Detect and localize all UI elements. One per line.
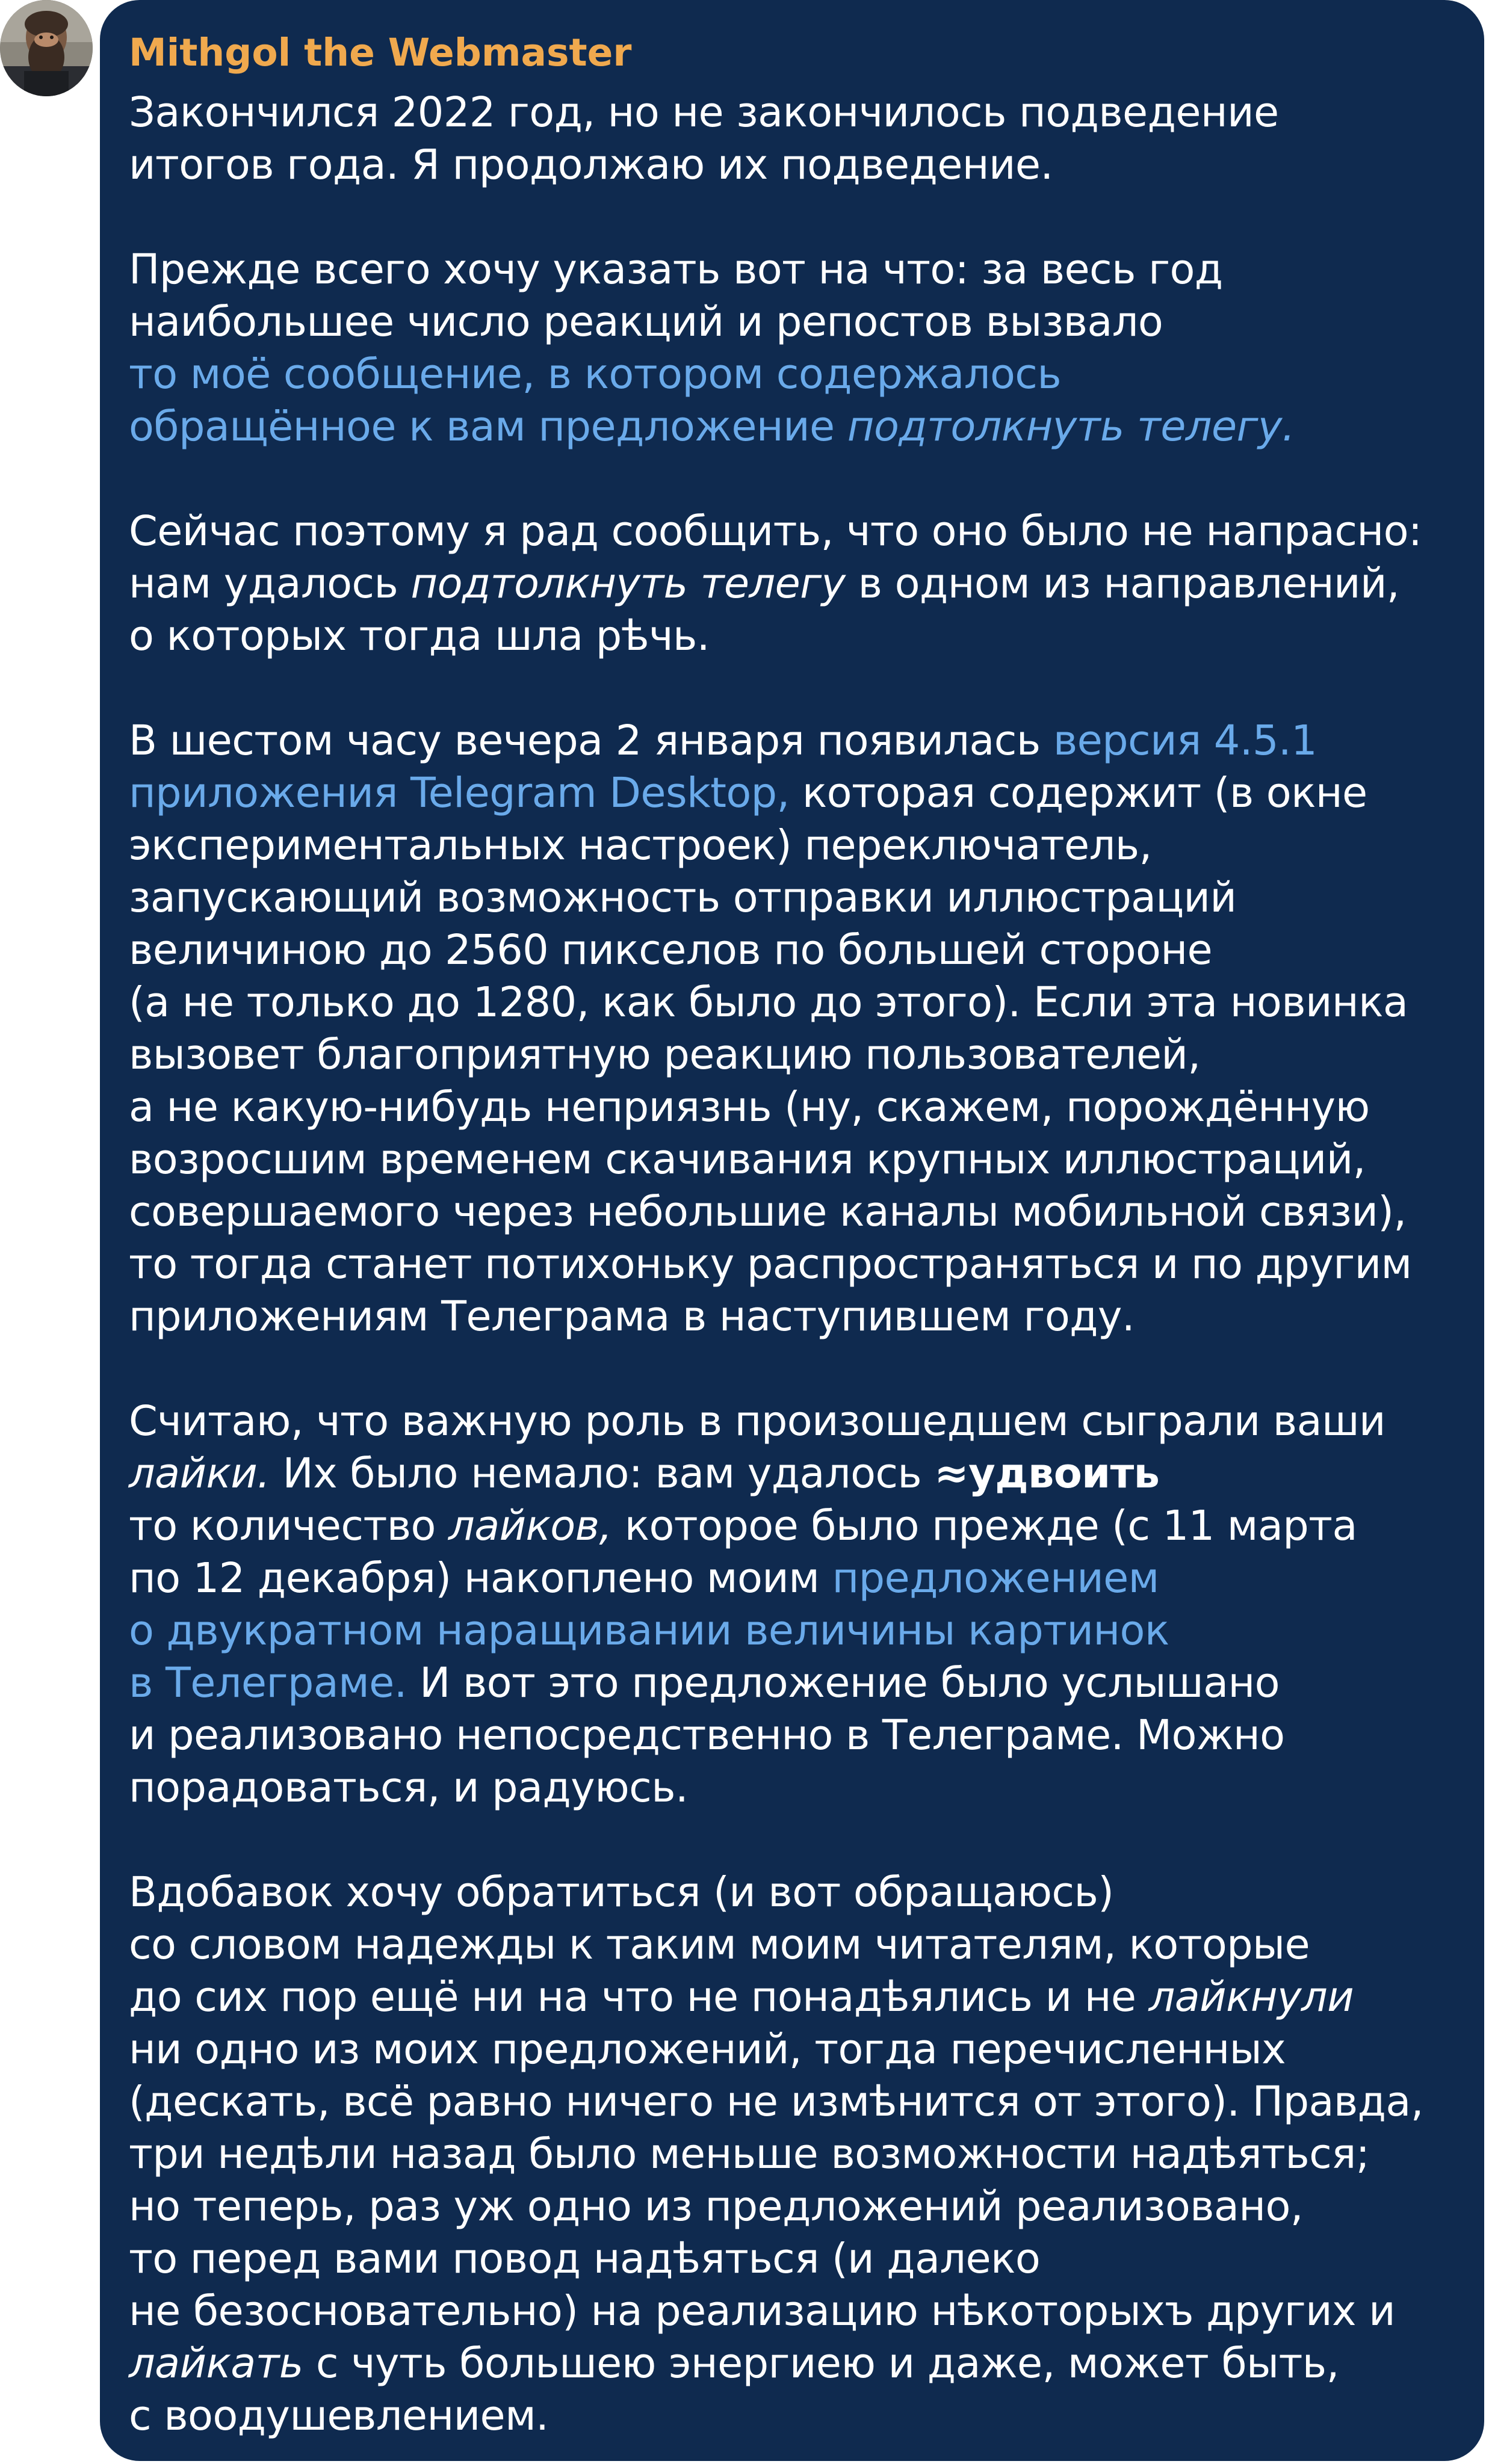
message-line <box>129 1081 1460 1134</box>
message-line <box>129 2338 1460 2390</box>
message-text-segment: не безосновательно) на реализацию нѣкоторыхъ других и <box>129 2287 1396 2335</box>
message-line <box>129 401 1460 453</box>
message-line <box>129 872 1460 924</box>
message-paragraph <box>129 87 1460 191</box>
message-text-segment: Считаю, что важную роль в произошедшем сыграли ваши <box>129 1397 1385 1445</box>
message-text-segment: подтолкнуть телегу <box>410 560 846 608</box>
message-link[interactable]: обращённое к вам предложение <box>129 403 847 451</box>
message-line <box>129 610 1460 662</box>
message-line <box>129 244 1460 296</box>
message-text-segment: то тогда станет потихоньку распространяться и по другим <box>129 1240 1412 1288</box>
message-line <box>129 1762 1460 1814</box>
message-text-segment: Их было немало: вам удалось <box>270 1450 935 1498</box>
message-link[interactable]: предложением <box>832 1554 1159 1602</box>
message-line <box>129 296 1460 348</box>
message-line <box>129 505 1460 558</box>
message-line <box>129 715 1460 767</box>
message-bubble <box>100 0 1484 2461</box>
message-line <box>129 1395 1460 1448</box>
message-paragraph <box>129 1867 1460 2442</box>
message-text-segment: и реализовано непосредственно в Телеграме. Можно <box>129 1711 1285 1759</box>
message-text-segment: итогов года. Я продолжаю их подведение. <box>129 141 1053 189</box>
message-line <box>129 558 1460 610</box>
message-text-segment: экспериментальных настроек) переключатель, <box>129 821 1152 869</box>
message-line <box>129 2128 1460 2181</box>
message-line <box>129 348 1460 401</box>
message-text-segment: величиною до 2560 пикселов по большей стороне <box>129 926 1213 974</box>
message-text-segment: Прежде всего хочу указать вот на что: за весь год <box>129 245 1223 294</box>
message-text-segment: то количество <box>129 1502 449 1550</box>
message-text-segment: лайкать <box>129 2339 303 2388</box>
message-line <box>129 1867 1460 1919</box>
message-text-segment: до сих пор ещё ни на что не понадѣялись и не <box>129 1973 1149 2021</box>
message-line <box>129 2076 1460 2128</box>
message-text-segment: Сейчас поэтому я рад сообщить, что оно было не напрасно: <box>129 507 1422 555</box>
message-text-segment: возросшим временем скачивания крупных иллюстраций, <box>129 1135 1366 1184</box>
message-line <box>129 2390 1460 2442</box>
message-text-segment: (дескать, всё равно ничего не измѣнится от этого). Правда, <box>129 2078 1423 2126</box>
message-text-segment: ≈удвоить <box>934 1450 1160 1498</box>
message-paragraph <box>129 1395 1460 1814</box>
message-text-segment: но теперь, раз уж одно из предложений реализовано, <box>129 2182 1303 2231</box>
message-link[interactable]: то моё сообщение, в котором содержалось <box>129 350 1062 398</box>
message-text-segment: Закончился 2022 год, но не закончилось подведение <box>129 88 1279 137</box>
message-text-segment: запускающий возможность отправки иллюстраций <box>129 874 1237 922</box>
message-text <box>129 87 1460 2442</box>
message-text-segment: В шестом часу вечера 2 января появилась <box>129 717 1053 765</box>
message-line <box>129 2181 1460 2233</box>
message-text-segment: вызовет благоприятную реакцию пользователей, <box>129 1031 1201 1079</box>
message-text-segment: нам удалось <box>129 560 411 608</box>
message-line <box>129 1552 1460 1605</box>
message-line <box>129 924 1460 977</box>
message-link[interactable]: о двукратном наращивании величины картинок <box>129 1607 1169 1655</box>
message-line <box>129 1186 1460 1238</box>
message-line <box>129 1291 1460 1343</box>
message-line <box>129 767 1460 820</box>
message-line <box>129 2233 1460 2285</box>
message-text-segment: совершаемого через небольшие каналы мобильной связи), <box>129 1188 1407 1236</box>
message-line <box>129 1709 1460 1762</box>
message-text-segment: порадоваться, и радуюсь. <box>129 1764 689 1812</box>
message-line <box>129 820 1460 872</box>
message-link[interactable]: версия 4.5.1 <box>1053 717 1317 765</box>
message-link[interactable]: приложения Telegram Desktop, <box>129 769 790 817</box>
message-line <box>129 2024 1460 2076</box>
message-text-segment: со словом надежды к таким моим читателям, которые <box>129 1921 1310 1969</box>
message-text-segment: (а не только до 1280, как было до этого). Если эта новинка <box>129 978 1408 1027</box>
message-text-segment: в одном из направлений, <box>845 560 1400 608</box>
message-text-segment: ни одно из моих предложений, тогда перечисленных <box>129 2025 1286 2073</box>
message-line <box>129 1919 1460 1971</box>
message-text-segment: о которых тогда шла рѣчь. <box>129 612 710 660</box>
message-paragraph <box>129 505 1460 662</box>
message-text-segment: Вдобавок хочу обратиться (и вот обращаюсь) <box>129 1868 1114 1916</box>
message-line <box>129 1605 1460 1657</box>
message-line <box>129 977 1460 1029</box>
message-line <box>129 1134 1460 1186</box>
message-line <box>129 1448 1460 1500</box>
message-text-segment: то перед вами повод надѣяться (и далеко <box>129 2235 1041 2283</box>
message-text-segment: которое было прежде (с 11 марта <box>611 1502 1357 1550</box>
message-paragraph <box>129 715 1460 1343</box>
avatar-photo-icon <box>0 0 93 96</box>
message-line <box>129 2285 1460 2338</box>
message-text-segment: наибольшее число реакций и репостов вызвало <box>129 298 1163 346</box>
message-line <box>129 1657 1460 1709</box>
message-text-segment: с воодушевлением. <box>129 2392 549 2440</box>
avatar[interactable] <box>0 0 93 96</box>
message-link[interactable]: в Телеграме. <box>129 1659 407 1707</box>
message-line <box>129 1029 1460 1081</box>
message-paragraph <box>129 244 1460 453</box>
message-text-segment: три недѣли назад было меньше возможности надѣяться; <box>129 2130 1370 2178</box>
message-line <box>129 87 1460 139</box>
message-text-segment: лайки. <box>129 1450 270 1498</box>
message-text-segment: лайкнули <box>1148 1973 1354 2021</box>
message-line <box>129 139 1460 191</box>
sender-name[interactable]: Mithgol the Webmaster <box>129 31 632 75</box>
message-text-segment: а не какую-нибудь неприязнь (ну, скажем, порождённую <box>129 1083 1370 1131</box>
message-text-segment: И вот это предложение было услышано <box>406 1659 1280 1707</box>
message-text-segment: с чуть большею энергиею и даже, может быть, <box>303 2339 1339 2388</box>
message-link[interactable]: подтолкнуть телегу. <box>847 403 1295 451</box>
message-line <box>129 1971 1460 2024</box>
message-line <box>129 1238 1460 1291</box>
message-text-segment: лайков, <box>448 1502 612 1550</box>
message-line <box>129 1500 1460 1552</box>
message-text-segment: приложениям Телеграма в наступившем году. <box>129 1292 1135 1341</box>
message-text-segment: по 12 декабря) накоплено моим <box>129 1554 832 1602</box>
message-text-segment: которая содержит (в окне <box>789 769 1367 817</box>
